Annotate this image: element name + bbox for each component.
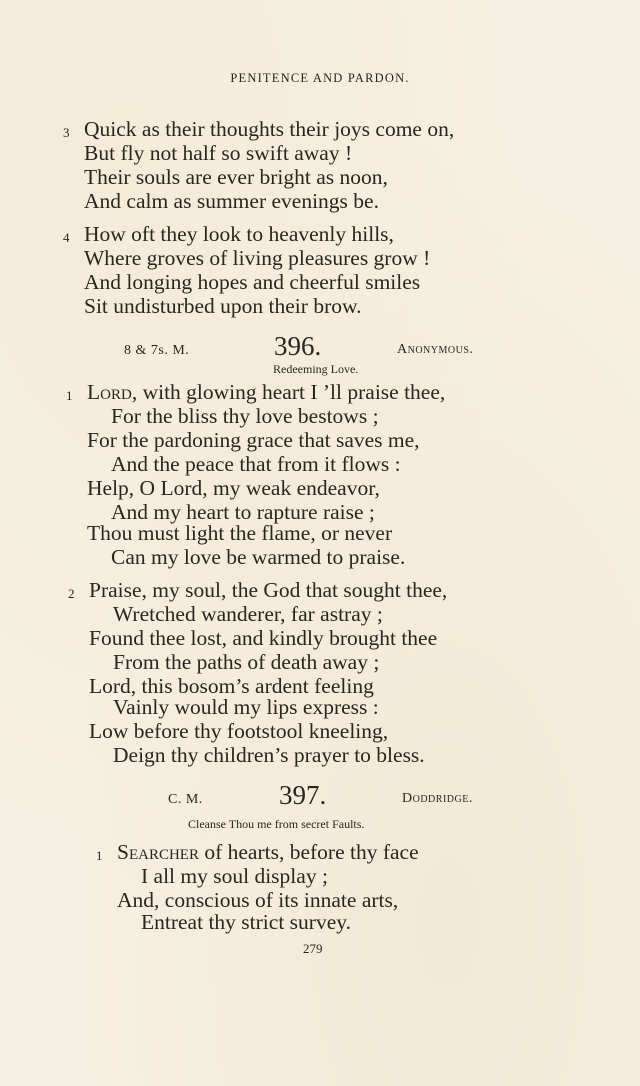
first-word: Lord — [87, 380, 132, 404]
verse-line: Thou must light the flame, or never — [87, 521, 393, 545]
hymn-meter: 8 & 7s. M. — [124, 343, 190, 358]
stanza-number: 4 — [63, 230, 70, 245]
hymn-subtitle: Redeeming Love. — [273, 362, 359, 376]
verse-line: And the peace that from it flows : — [111, 452, 401, 476]
first-line-rest: , with glowing heart I ’ll praise thee, — [131, 380, 446, 404]
verse-line: Vainly would my lips express : — [113, 695, 379, 719]
first-word: Searcher — [117, 840, 199, 864]
hymn-number: 396. — [274, 331, 322, 361]
verse-line: From the paths of death away ; — [113, 650, 380, 674]
page-number: 279 — [303, 941, 323, 956]
verse-line: Sit undisturbed upon their brow. — [84, 294, 362, 318]
verse-line: Quick as their thoughts their joys come on, — [84, 117, 455, 141]
verse-line: And, conscious of its innate arts, — [117, 888, 399, 912]
verse-line: Help, O Lord, my weak endeavor, — [87, 476, 380, 500]
first-line-rest: of hearts, before thy face — [198, 840, 419, 864]
verse-line: Praise, my soul, the God that sought thee, — [89, 578, 448, 602]
hymn-subtitle: Cleanse Thou me from secret Faults. — [188, 817, 365, 831]
verse-line: Entreat thy strict survey. — [141, 910, 351, 934]
stanza-number: 1 — [66, 388, 73, 403]
hymn-number: 397. — [279, 780, 327, 810]
hymn-meter: C. M. — [168, 792, 203, 807]
verse-line: I all my soul display ; — [141, 864, 328, 888]
verse-line: And longing hopes and cheerful smiles — [84, 270, 421, 294]
hymn-author: Doddridge. — [402, 791, 473, 806]
verse-line: Lord, this bosom’s ardent feeling — [89, 674, 374, 698]
verse-line: For the pardoning grace that saves me, — [87, 428, 420, 452]
verse-line: And calm as summer evenings be. — [84, 189, 379, 213]
stanza-number: 1 — [96, 848, 103, 863]
verse-line: How oft they look to heavenly hills, — [84, 222, 394, 246]
hymn-author: Anonymous. — [397, 342, 474, 357]
verse-line: Wretched wanderer, far astray ; — [113, 602, 383, 626]
stanza-number: 3 — [63, 125, 70, 140]
verse-line: For the bliss thy love bestows ; — [111, 404, 379, 428]
verse-line: And my heart to rapture raise ; — [111, 500, 375, 524]
verse-line: Found thee lost, and kindly brought thee — [89, 626, 438, 650]
running-head: PENITENCE AND PARDON. — [230, 71, 410, 85]
verse-line: Can my love be warmed to praise. — [111, 545, 406, 569]
verse-line: Deign thy children’s prayer to bless. — [113, 743, 425, 767]
verse-line: Their souls are ever bright as noon, — [84, 165, 388, 189]
verse-line — [87, 380, 445, 404]
verse-line: Low before thy footstool kneeling, — [89, 719, 389, 743]
verse-line: Where groves of living pleasures grow ! — [84, 246, 431, 270]
stanza-number: 2 — [68, 586, 75, 601]
verse-line — [117, 840, 419, 864]
verse-line: But fly not half so swift away ! — [84, 141, 353, 165]
